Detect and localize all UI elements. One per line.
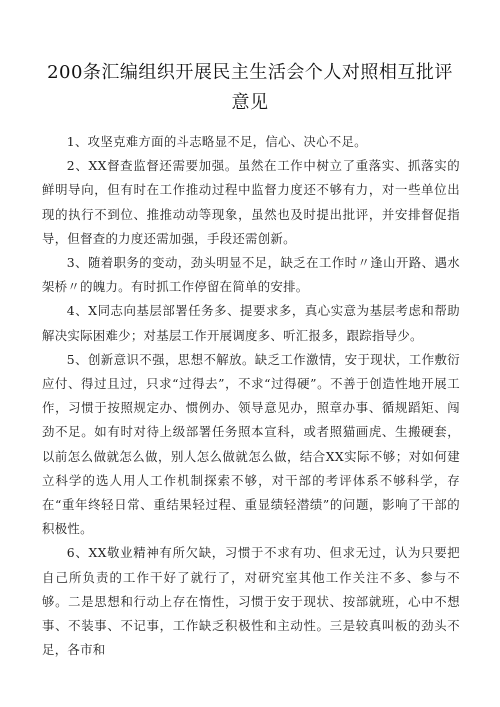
paragraph-1: 1、攻坚克难方面的斗志略显不足，信心、决心不足。 xyxy=(66,134,367,149)
document-body xyxy=(42,130,460,662)
paragraph-3: 3、随着职务的变动，劲头明显不足，缺乏在工作时〃逢山开路、遇水架桥〃的魄力。有时抓工作停留在简单的安排。 xyxy=(42,255,460,295)
paragraph-5: 5、创新意识不强，思想不解放。缺乏工作激情，安于现状，工作敷衍应付、得过且过，只求“过得去”，不求“过得硬”。不善于创造性地开展工作，习惯于按照规定办、惯例办、领导意见办，照章办事、循规蹈矩、闯劲不足。如有时对待上级部署任务照本宣科，或者照猫画虎、生搬硬套，以前怎么做就怎么做，别人怎么做就怎么做，结合XX实际不够；对如何建立科学的选人用人工作机制探索不够，对干部的考评体系不够科学，存在“重年终轻日常、重结果轻过程、重显绩轻潜绩”的问题，影响了干部的积极性。 xyxy=(42,351,460,537)
paragraph-6: 6、XX敬业精神有所欠缺，习惯于不求有功、但求无过，认为只要把自己所负责的工作干好了就行了，对研究室其他工作关注不多、参与不够。二是思想和行动上存在惰性，习惯于安于现状、按部就班，心中不想事、不装事、不记事，工作缺乏积极性和主动性。三是较真叫板的劲头不足，各市和 xyxy=(42,545,460,658)
paragraph-4: 4、X同志向基层部署任务多、提要求多，真心实意为基层考虑和帮助解决实际困难少；对基层工作开展调度多、听汇报多，跟踪指导少。 xyxy=(42,303,460,343)
paragraph-2: 2、XX督查监督还需要加强。虽然在工作中树立了重落实、抓落实的鲜明导向，但有时在工作推动过程中监督力度还不够有力，对一些单位出现的执行不到位、推推动动等现象，虽然也及时提出批评，并安排督促指导，但督查的力度还需加强，手段还需创新。 xyxy=(42,158,460,246)
document-title: 200条汇编组织开展民主生活会个人对照相互批评意见 xyxy=(47,62,453,113)
